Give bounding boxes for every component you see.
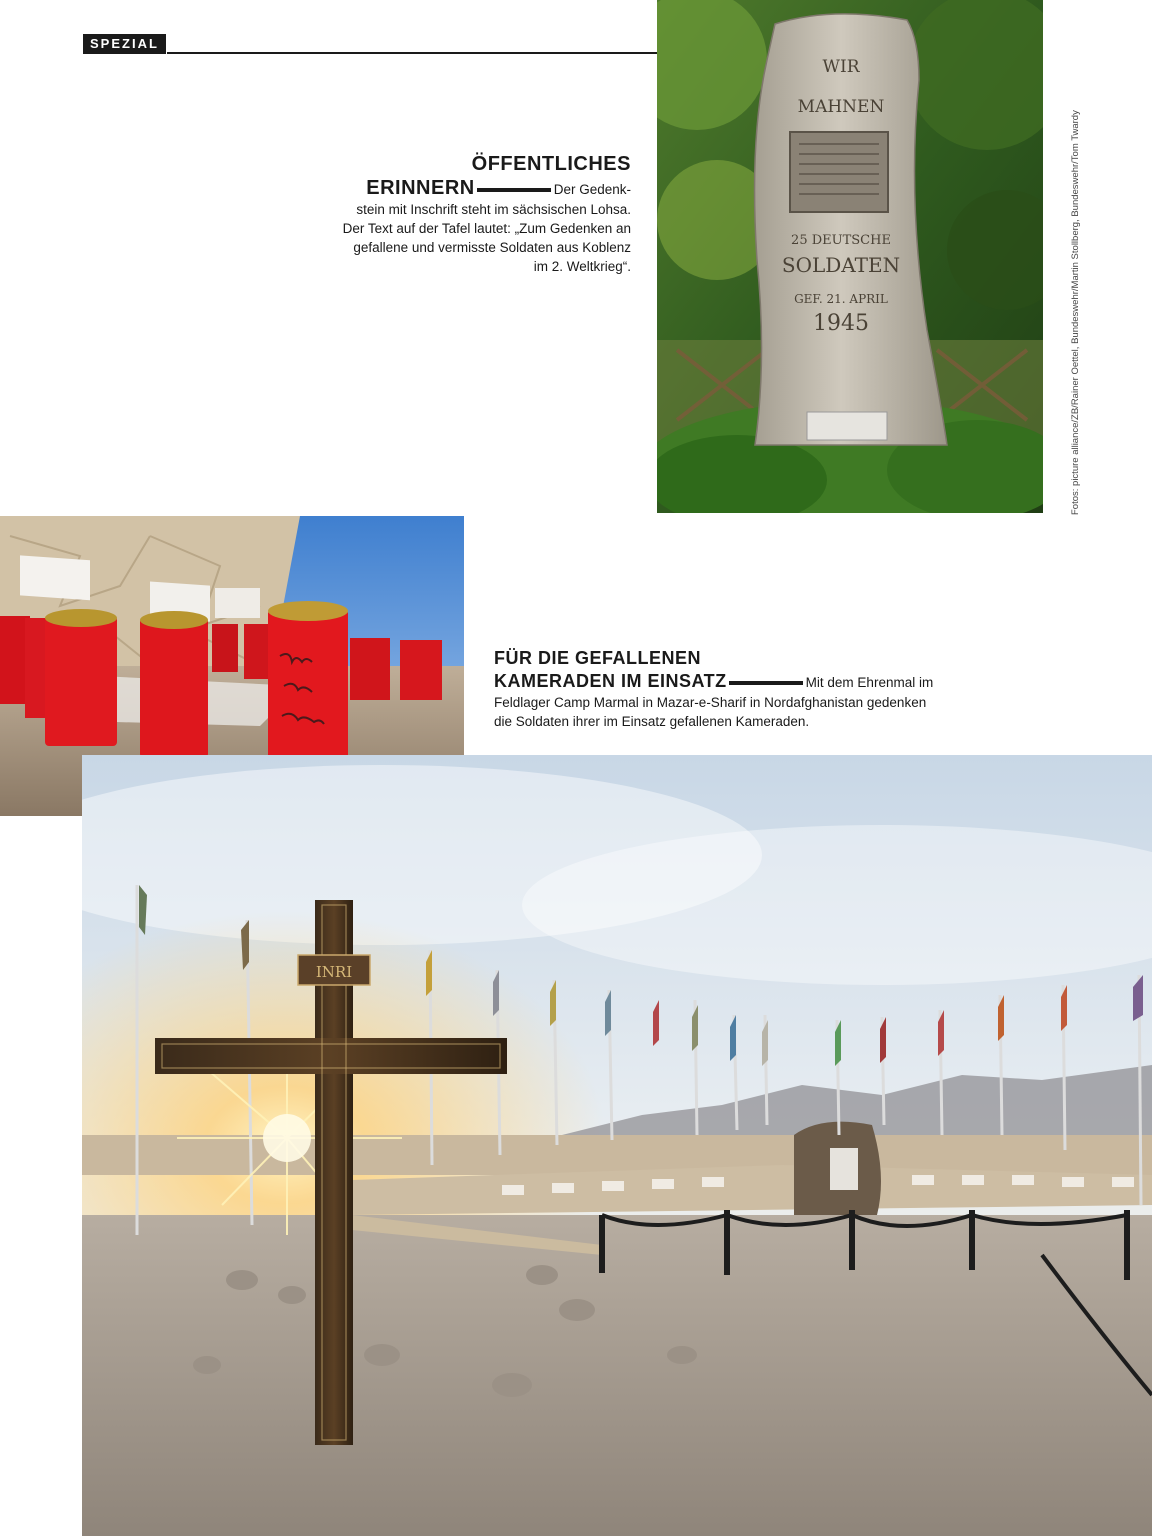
cross-inscription: INRI [315, 963, 353, 981]
stone-text-2: MAHNEN [797, 97, 885, 117]
section-tag: SPEZIAL [83, 34, 166, 54]
caption-memorial-body [340, 176, 631, 276]
cross-memorial-photo [82, 755, 1152, 1536]
caption-cross-title-1: FÜR DIE GEFALLENEN [494, 648, 702, 668]
memorial-stone-photo [657, 0, 1043, 513]
stone-text-4: SOLDATEN [781, 253, 901, 277]
caption-cross [494, 648, 944, 731]
stone-text-3: 25 DEUTSCHE [791, 233, 891, 248]
caption-memorial [340, 152, 631, 276]
caption-cross-body-rest: im Feldlager Camp Marmal in Mazar-e-Sharif in Nordafghanistan gedenken die Soldaten ihrer im Einsatz gefallenen Kameraden. [494, 675, 934, 729]
header-rule [167, 52, 657, 54]
caption-dash [477, 188, 551, 192]
caption-cross-body-start: Mit dem Ehrenmal [805, 675, 916, 690]
caption-memorial-title-2: ERINNERN [366, 177, 475, 199]
caption-dash [729, 681, 803, 685]
photo-credit: Fotos: picture alliance/ZB/Rainer Oettel, Bundeswehr/Martin Stollberg, Bundeswehr/Tom Twardy [1070, 110, 1081, 515]
stone-text-5: GEF. 21. APRIL [794, 292, 888, 306]
caption-memorial-title-1: ÖFFENTLICHES [471, 153, 631, 175]
caption-memorial-body-start: Der Gedenk- [553, 182, 631, 197]
caption-cross-body [494, 669, 944, 731]
caption-cross-title-2: KAMERADEN IM EINSATZ [494, 671, 727, 691]
stone-text-6: 1945 [813, 311, 869, 336]
stone-text-1: WIR [822, 57, 860, 77]
caption-memorial-body-rest: stein mit Inschrift steht im sächsischen Lohsa. Der Text auf der Tafel lautet: „Zum Gedenken an gefallene und vermisste Soldaten aus Koblenz im 2. Weltkrieg“. [342, 202, 631, 274]
